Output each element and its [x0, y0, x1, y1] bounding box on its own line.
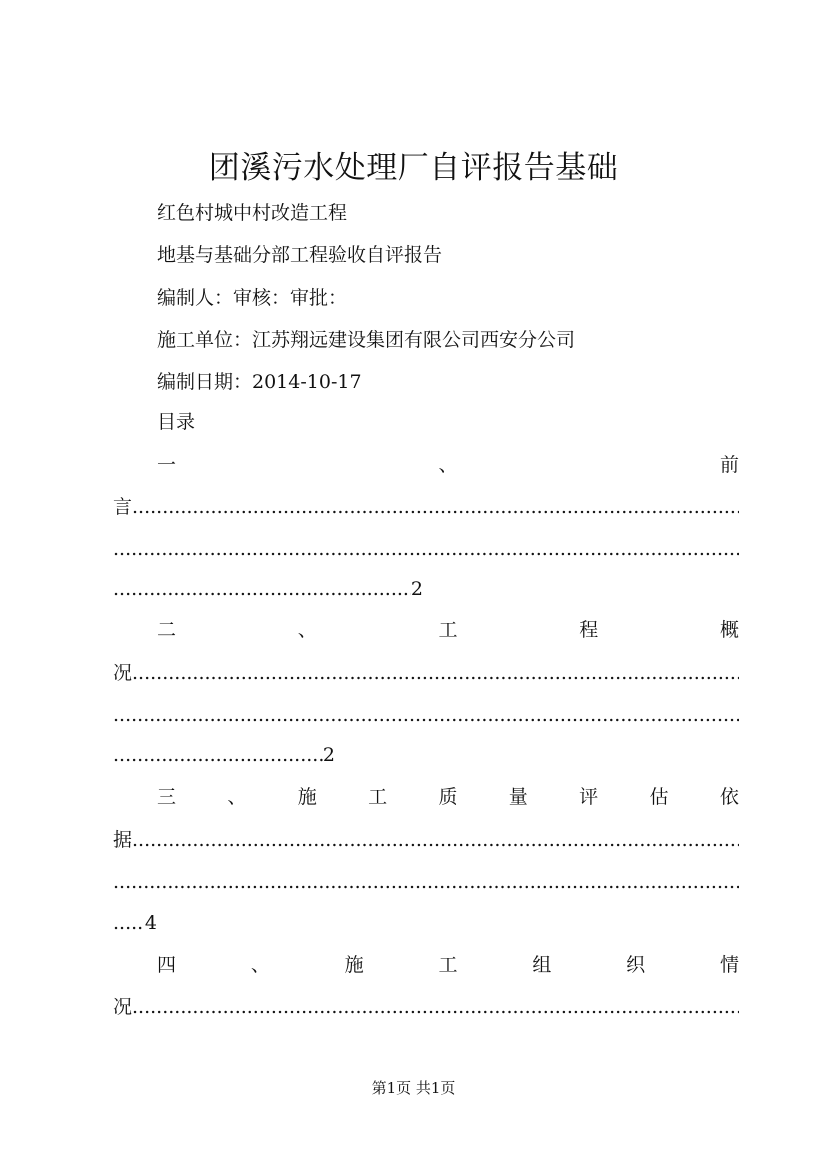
- leader-dots: [113, 865, 739, 899]
- page-title: 团溪污水处理厂自评报告基础: [208, 150, 619, 186]
- toc-char: 施: [297, 786, 317, 808]
- toc-char: 一: [157, 454, 177, 476]
- toc-char: 工: [368, 786, 388, 808]
- leader-dots: [132, 823, 739, 857]
- toc-char: 二: [157, 619, 177, 641]
- toc-char: 概: [719, 619, 739, 641]
- toc-lead-char: 据: [113, 829, 133, 851]
- toc-entry-3-page-line: [113, 906, 157, 940]
- toc-lead-char: 况: [113, 662, 133, 684]
- toc-char: 量: [508, 786, 528, 808]
- leader-dots: [132, 656, 739, 690]
- leader-dots: [113, 738, 323, 772]
- toc-entry-1-leader: [113, 490, 739, 524]
- leader-dots: [113, 532, 739, 566]
- toc-entry-2-page-line: [113, 738, 335, 772]
- toc-char: 、: [297, 619, 317, 641]
- toc-entry-1-heading: [157, 448, 739, 482]
- toc-entry-1-page-line: [113, 572, 423, 606]
- toc-char: 施: [344, 954, 364, 976]
- project-name-line: 红色村城中村改造工程: [157, 202, 348, 224]
- toc-char: 依: [719, 786, 739, 808]
- leader-dots: [113, 572, 411, 606]
- toc-entry-2-heading: [157, 613, 739, 647]
- toc-entry-4-leader: [113, 990, 739, 1024]
- toc-page-number: 2: [410, 578, 423, 600]
- toc-heading: 目录: [157, 411, 196, 433]
- toc-entry-2-leader: [113, 656, 739, 690]
- toc-char: 工: [438, 954, 458, 976]
- toc-char: 前: [719, 454, 739, 476]
- toc-page-number: 2: [322, 744, 335, 766]
- leader-dots: [132, 490, 739, 524]
- signoff-line: 编制人：审核：审批：: [157, 287, 348, 309]
- toc-char: 工: [438, 619, 458, 641]
- toc-entry-3-leader-cont: [113, 865, 739, 899]
- toc-char: 四: [157, 954, 177, 976]
- toc-char: 、: [438, 454, 458, 476]
- contractor-line: 施工单位：江苏翔远建设集团有限公司西安分公司: [157, 329, 576, 351]
- toc-page-number: 4: [144, 912, 157, 934]
- toc-entry-3-heading: [157, 780, 739, 814]
- compile-date-line: 编制日期：2014-10-17: [157, 371, 362, 393]
- toc-char: 织: [626, 954, 646, 976]
- toc-entry-3-leader: [113, 823, 739, 857]
- toc-lead-char: 况: [113, 996, 133, 1018]
- toc-entry-2-leader-cont: [113, 698, 739, 732]
- toc-char: 情: [719, 954, 739, 976]
- toc-char: 程: [579, 619, 599, 641]
- leader-dots: [113, 906, 145, 940]
- toc-entry-4-heading: [157, 948, 739, 982]
- toc-char: 、: [250, 954, 270, 976]
- toc-char: 三: [157, 786, 177, 808]
- toc-char: 评: [579, 786, 599, 808]
- leader-dots: [113, 698, 739, 732]
- toc-char: 估: [649, 786, 669, 808]
- leader-dots: [132, 990, 739, 1024]
- report-name-line: 地基与基础分部工程验收自评报告: [157, 244, 443, 266]
- page-footer: 第1页 共1页: [371, 1079, 456, 1097]
- toc-char: 组: [532, 954, 552, 976]
- toc-lead-char: 言: [113, 496, 133, 518]
- toc-char: 、: [227, 786, 247, 808]
- toc-char: 质: [438, 786, 458, 808]
- toc-entry-1-leader-cont: [113, 532, 739, 566]
